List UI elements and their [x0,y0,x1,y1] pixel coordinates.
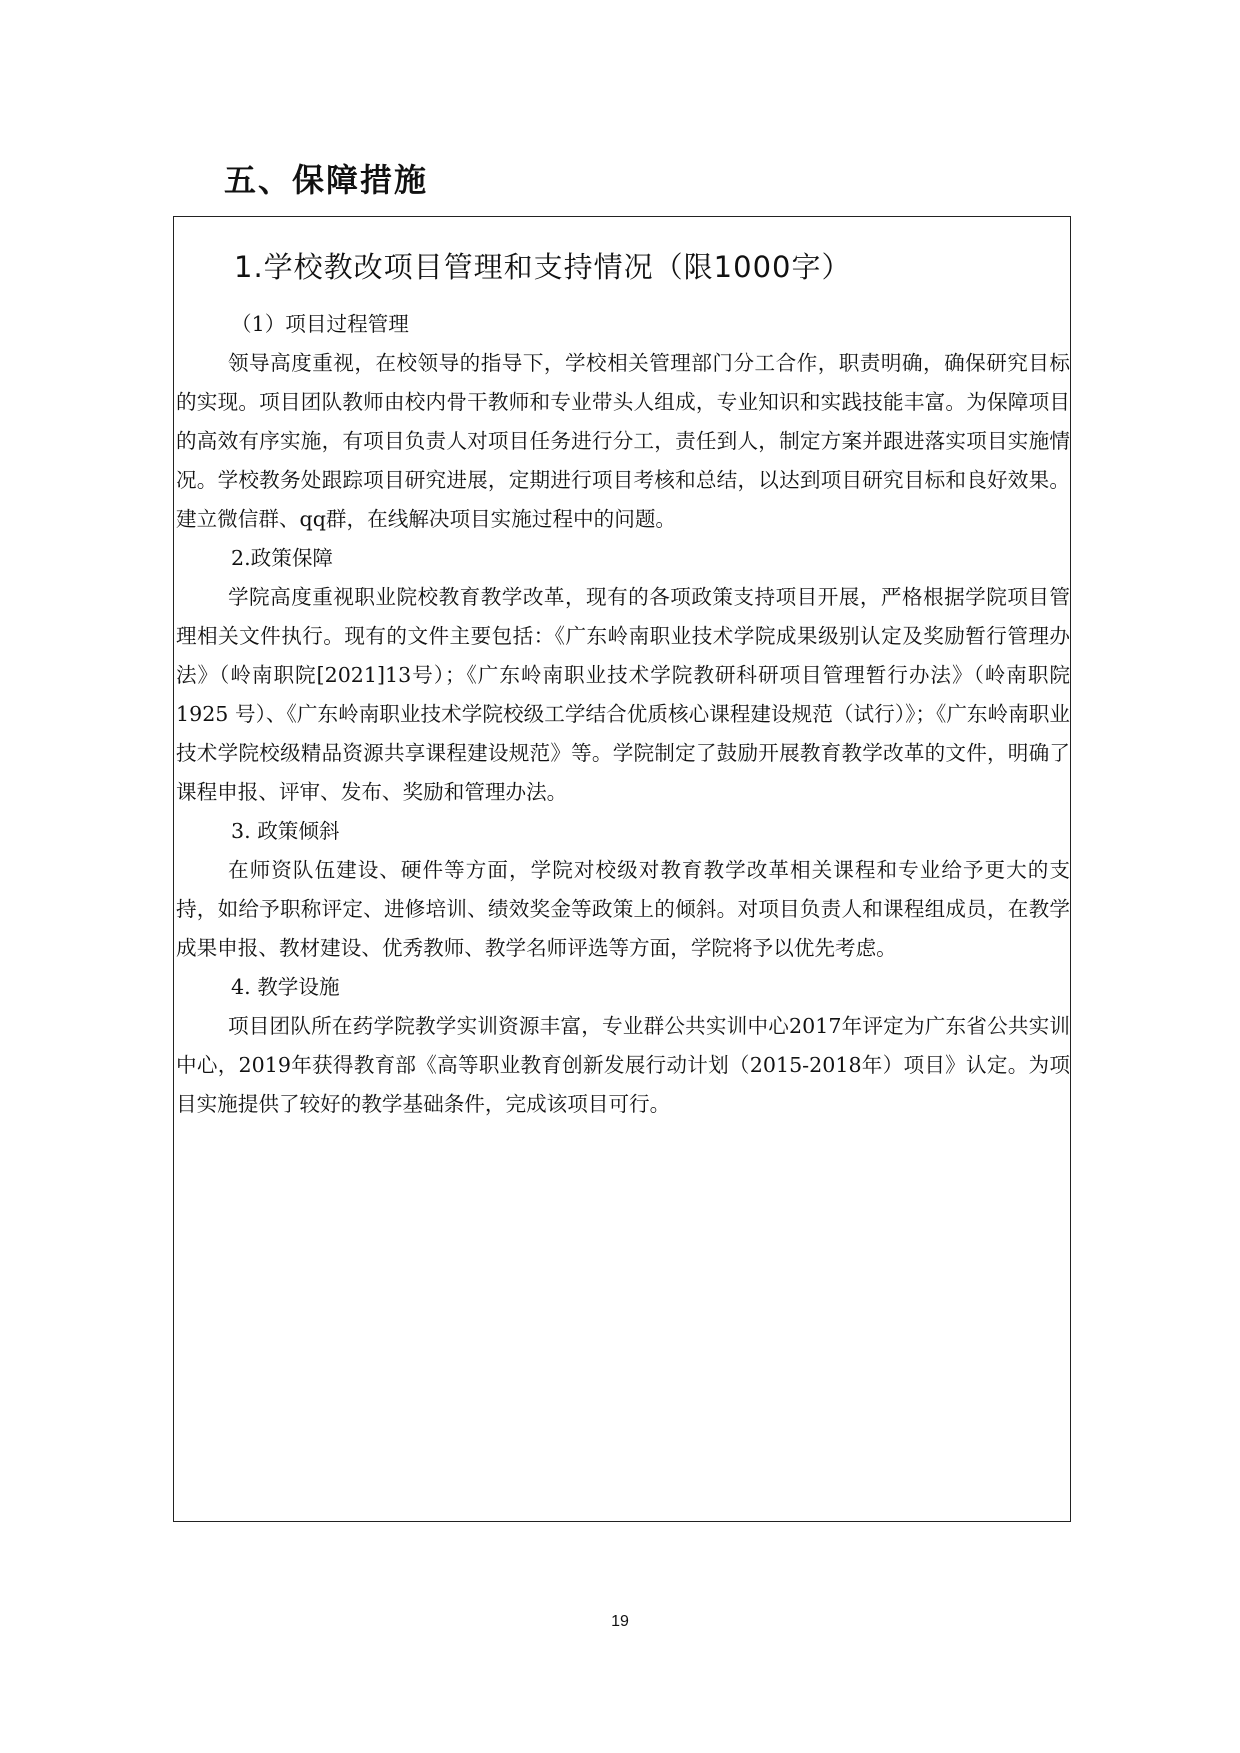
box-content [176,305,1070,1124]
page-number: 19 [611,1613,629,1630]
subheading-process-management: （1）项目过程管理 [231,312,409,336]
subheading-policy-guarantee: 2.政策保障 [231,546,334,570]
section-title: 五、保障措施 [224,161,429,199]
paragraph-process-management: 领导高度重视，在校领导的指导下，学校相关管理部门分工合作，职责明确，确保研究目标的实现。项目团队教师由校内骨干教师和专业带头人组成，专业知识和实践技能丰富。为保障项目的高效有序实施，有项目负责人对项目任务进行分工，责任到人，制定方案并跟进落实项目实施情况。学校教务处跟踪项目研究进展，定期进行项目考核和总结，以达到项目研究目标和良好效果。建立微信群、qq群，在线解决项目实施过程中的问题。 [176,351,1070,531]
subheading-teaching-facilities: 4. 教学设施 [231,975,340,999]
paragraph-policy-guarantee: 学院高度重视职业院校教育教学改革，现有的各项政策支持项目开展，严格根据学院项目管理相关文件执行。现有的文件主要包括：《广东岭南职业技术学院成果级别认定及奖励暂行管理办法》（岭南职院[2021]13号）；《广东岭南职业技术学院教研科研项目管理暂行办法》（岭南职院 1925 号）、《广东岭南职业技术学院校级工学结合优质核心课程建设规范（试行）》；《广东岭南职业技术学院校级精品资源共享课程建设规范》等。学院制定了鼓励开展教育教学改革的文件，明确了课程申报、评审、发布、奖励和管理办法。 [176,585,1070,804]
box-heading: 1.学校教改项目管理和支持情况（限1000字） [234,250,852,284]
subheading-policy-tilt: 3. 政策倾斜 [231,819,340,843]
paragraph-teaching-facilities: 项目团队所在药学院教学实训资源丰富，专业群公共实训中心2017年评定为广东省公共实训中心，2019年获得教育部《高等职业教育创新发展行动计划（2015-2018年）项目》认定。为项目实施提供了较好的教学基础条件，完成该项目可行。 [176,1014,1070,1116]
content-box [173,216,1071,1522]
paragraph-policy-tilt: 在师资队伍建设、硬件等方面，学院对校级对教育教学改革相关课程和专业给予更大的支持，如给予职称评定、进修培训、绩效奖金等政策上的倾斜。对项目负责人和课程组成员，在教学成果申报、教材建设、优秀教师、教学名师评选等方面，学院将予以优先考虑。 [176,858,1070,960]
